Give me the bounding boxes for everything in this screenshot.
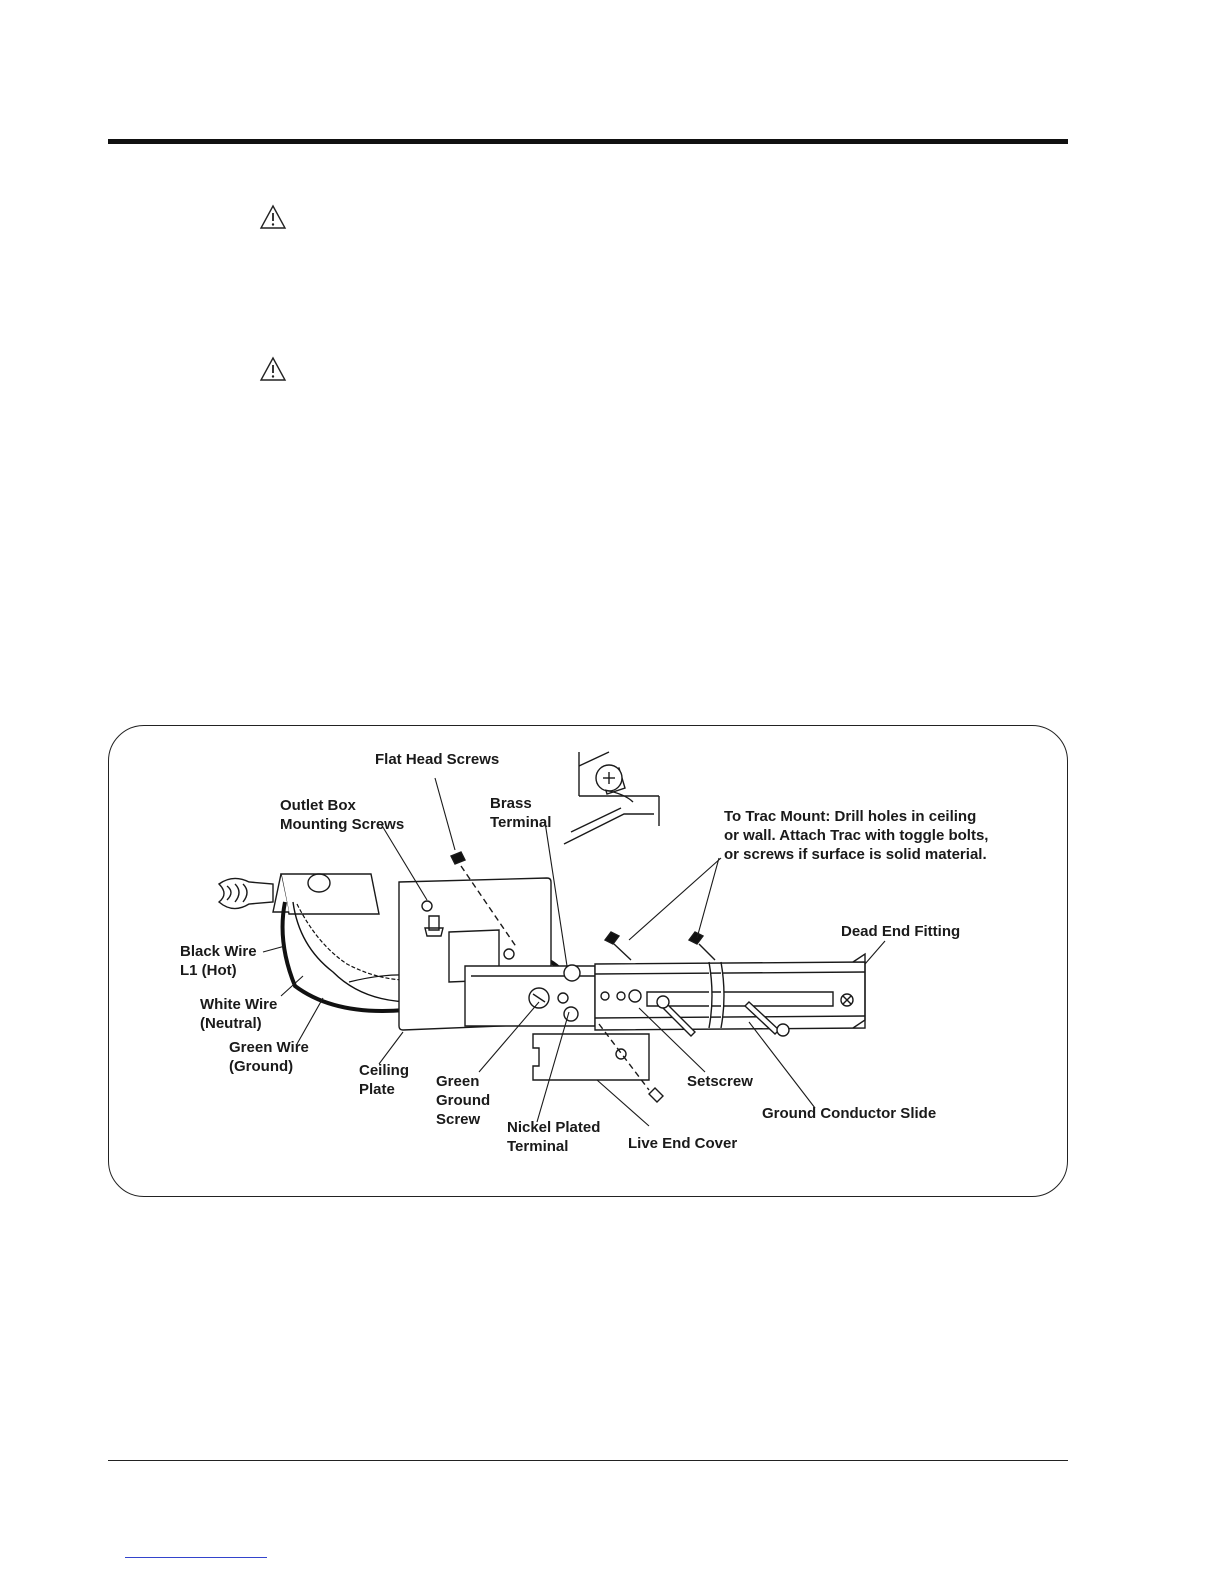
live-end <box>465 965 595 1026</box>
label-trac-mount: To Trac Mount: Drill holes in ceiling or wall. Attach Trac with toggle bolts, or screws if surface is solid material. <box>724 808 989 863</box>
footer-rule <box>108 1460 1068 1461</box>
footer-link-underline[interactable] <box>125 1557 267 1558</box>
label-brass-terminal: Brass Terminal <box>490 795 552 831</box>
warning-icon <box>259 356 287 382</box>
track <box>595 954 865 1030</box>
label-green-ground-screw: Green Ground Screw <box>436 1073 491 1128</box>
live-end-cover <box>533 1024 663 1102</box>
outlet-box <box>219 874 379 914</box>
label-green-wire: Green Wire (Ground) <box>229 1039 309 1075</box>
label-outlet-box-mounting-screws: Outlet Box Mounting Screws <box>280 797 405 833</box>
brass-terminal-detail <box>564 752 659 844</box>
warning-icon <box>259 204 287 230</box>
label-setscrew: Setscrew <box>687 1073 753 1090</box>
label-live-end-cover: Live End Cover <box>628 1135 738 1152</box>
installation-diagram <box>108 725 1068 1197</box>
toggle-bolts <box>605 932 715 960</box>
label-dead-end-fitting: Dead End Fitting <box>841 923 961 940</box>
label-ground-conductor-slide: Ground Conductor Slide <box>762 1105 937 1122</box>
header-rule <box>108 139 1068 144</box>
label-nickel-plated-terminal: Nickel Plated Terminal <box>507 1119 601 1155</box>
label-flat-head-screws: Flat Head Screws <box>375 751 500 768</box>
label-white-wire: White Wire (Neutral) <box>200 996 278 1032</box>
label-ceiling-plate: Ceiling Plate <box>359 1062 410 1098</box>
label-black-wire: Black Wire L1 (Hot) <box>180 943 257 979</box>
